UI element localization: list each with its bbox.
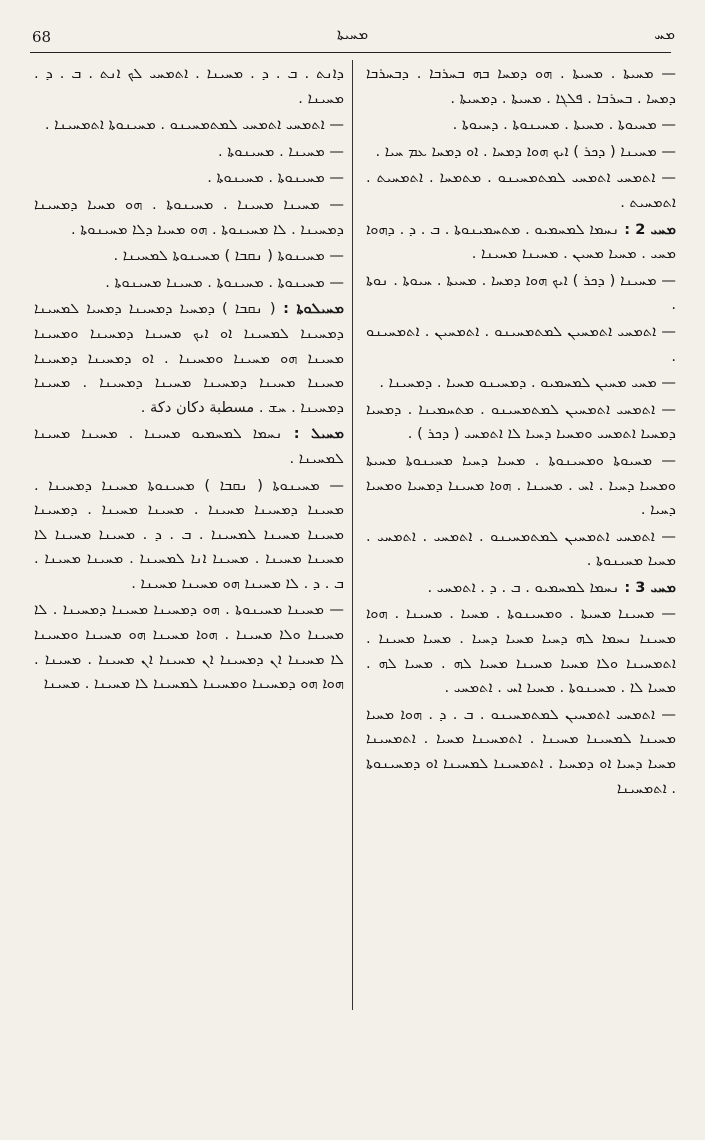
dictionary-entry (34, 297, 344, 420)
entry-text: — ܡܚܝܢܐ . ܡܚܝܢܘܬܐ . (218, 142, 344, 160)
running-title: ܡܚܝܬܐ (336, 25, 369, 43)
dictionary-subentry (366, 113, 676, 138)
entry-text: — ܡܚܝܘܬܐ ܘܡܚܝܢܘܬܐ . ܡܚܝܐ ܕܚܝܐ ܡܚܝܢܘܬܐ ܡܚܝܬܐ ܘܡܚܝܐ ܕܚܝܐ . ܐܚ . ܡܚܝܢܐ . ܗܘܐ ܡܚܝܢܐ ܕܡܚܝܐ ܘܡܚܝܐ ܕܚܝܐ . (366, 451, 676, 519)
dictionary-subentry (34, 244, 344, 269)
entry-text: ( ܢܩܒܐ ) ܕܡܚܝܐ ܕܡܚܝܢܐ ܕܡܚܝܐ ܠܡܚܝܢܐ ܕܡܚܝܢܐ ܠܡܚܝܢܐ ܐܘ ܐܝܟ ܡܚܝܢܐ ܕܡܚܝܢܐ ܘܡܚܝܢܐ ܡܚܝܢܐ ܗܘ ܡܚܝܢܐ ܘܡܚܝܢܐ . ܐܘ ܕܡܚܝܢܐ ܕܡܚܝܢܐ ܡܚܝܢܐ ܡܚܝܢܐ ܕܡܚܝܢܐ ܡܚܝܢܐ ܕܡܚܝܢܐ . ܡܚܝܢܐ ܕܡܚܝܢܐ . ܚܫ . مسطبة دكان دكة . (34, 300, 344, 416)
entry-text: ܢܚܡܐ ܠܡܚܡܝܘ . ܒ . ܕ . ܐܬܡܚܝ . (427, 578, 620, 596)
dictionary-subentry (34, 166, 344, 191)
entry-text: — ܐܬܡܚܝ ܐܬܡܚܝܢ ܠܡܬܡܚܝܢܘ . ܒ . ܕ . ܗܘܐ ܡܚܝܐ ܡܚܝܢܐ ܠܡܚܝܢܐ ܡܚܝܢܐ . ܐܬܡܚܝܢܐ ܡܚܝܐ . ܐܬܡܚܝܢܐ ܡܚܝܐ ܕܚܝܐ ܐܘ ܕܡܚܝܐ . ܐܬܡܚܝܢܐ ܠܡܚܝܢܐ ܐܘ ܕܡܚܝܢܘܬܐ . ܐܬܡܚܝܢܐ (366, 705, 676, 797)
entry-text: — ܡܚܝܬܐ . ܡܚܝܬܐ . ܗܘ ܕܡܚܐ ܒܗ ܒܚܪܒܐ . ܕܒܚܪܒܐ ܕܡܚܐ . ܒܚܪܒܐ . ܦܠܓܐ . ܡܚܝܬܐ . ܕܡܚܝܬܐ . (366, 65, 676, 107)
entry-text: — ܐܬܡܚܝ ܐܬܡܚܝܢ ܠܡܬܡܚܝܢܘ . ܐܬܡܚܝܢ . ܐܬܡܚܝܢܘ . (366, 322, 676, 365)
page-number: 68 (32, 28, 52, 46)
dictionary-subentry (366, 602, 676, 700)
dictionary-subentry (34, 113, 344, 138)
entry-text: — ܡܚܝܢܐ ( ܕܟܪ ) ܐܝܟ ܗܘܐ ܕܡܚܐ . ܡܚܝܬܐ . ܚܝܘܬܐ . ܢܘܬܐ . (366, 271, 676, 314)
dictionary-subentry (34, 598, 344, 696)
dictionary-subentry (366, 269, 676, 318)
dictionary-subentry (366, 166, 676, 215)
dictionary-subentry (366, 140, 676, 165)
dictionary-subentry (366, 371, 676, 396)
entry-text: — ܡܚܝܘܬܐ . ܡܚܝܬܐ . ܡܚܝܢܘܬܐ . ܕܚܝܘܬܐ . (452, 116, 676, 134)
dictionary-subentry (366, 703, 676, 801)
entry-headword: ܡܚܝܠ : (282, 425, 344, 443)
entry-text: — ܡܚܝܢܐ ܡܚܝܢܐ . ܡܚܝܢܘܬܐ . ܗܘ ܡܚܝܐ ܕܡܚܝܢܐ ܕܡܚܝܢܐ . ܠܐ ܡܚܝܢܘܬܐ . ܗܘ ܡܚܝܐ ܕܠܐ ܡܚܝܢܘܬܐ . (34, 195, 344, 238)
entry-text: — ܡܚܝܢܐ ܡܚܝܬܐ . ܘܡܚܝܢܘܬܐ . ܡܚܝܐ . ܡܚܝܢܐ . ܗܘܐ ܡܚܝܢܐ ܢܚܡܐ ܠܗ ܕܚܝܐ ܡܚܝܐ ܕܚܝܐ . ܡܚܝܐ ܡܚܝܢܐ . ܐܬܡܚܝܢܐ ܘܠܐ ܡܚܝܐ ܡܚܝܢܐ ܡܚܝܐ ܠܗ . ܡܚܝܐ ܠܗ . ܡܚܝܐ ܠܐ . ܡܚܝܢܘܬܐ . ܡܚܝܐ ܐܚ . ܐܬܡܚܝ . (366, 605, 676, 697)
dictionary-entry (34, 422, 344, 471)
entry-text: ܢܚܡܐ ܠܡܚܡܝܘ . ܡܬܚܡܝܢܘܬܐ . ܒ . ܕ . ܕܗܘܐ ܡܚܝ . ܡܚܝܐ ܡܚܝܢ . ܡܚܝܢܐ ܡܚܝܢܐ . (366, 220, 676, 263)
left-column (34, 62, 344, 1022)
entry-text: — ܡܚܝܢܘܬܐ ( ܢܩܒܐ ) ܡܚܝܢܘܬܐ ܠܡܚܝܢܐ . (113, 247, 344, 265)
dictionary-subentry (366, 62, 676, 111)
entry-headword: ܡܚܝܠܘܬܐ : (275, 300, 344, 318)
entry-text: — ܡܚܝ ܡܚܝܢ ܠܡܚܡܝܘ . ܕܡܚܝܢܘ ܡܚܝܐ . ܕܡܚܝܢܐ . (379, 374, 676, 392)
page-header (30, 22, 675, 50)
entry-headword: ܡܚܝ 2 : (619, 220, 676, 238)
dictionary-subentry (366, 320, 676, 369)
dictionary-subentry (34, 140, 344, 165)
right-column (366, 62, 676, 1022)
entry-text: — ܡܚܝܢܐ ܡܚܝܢܘܬܐ . ܗܘ ܕܡܚܝܢܐ ܡܚܝܢܐ ܕܡܚܝܢܐ . ܠܐ ܡܚܝܢܐ ܘܠܐ ܡܚܝܢܐ . ܗܘܐ ܡܚܝܢܐ ܗܘ ܡܚܝܢܐ ܘܡܚܝܢܐ ܠܐ ܡܚܝܢܐ ܐܢ ܕܡܚܝܢܐ ܐܢ ܡܚܝܢܐ ܐܢ ܡܚܝܢܐ . ܡܚܝܢܐ . ܗܘܐ ܗܘ ܕܡܚܝܢܐ ܘܡܚܝܢܐ ܠܡܚܝܢܐ ܠܐ ܡܚܝܢܐ . ܡܚܝܢܐ (34, 601, 344, 693)
dictionary-entry (366, 218, 676, 267)
dictionary-subentry (366, 449, 676, 523)
entry-text: ܕܐܢܬ . ܒ . ܕ . ܡܚܝܢܐ . ܐܬܡܚܝ ܠܟ ܐܢܬ . ܒ . ܕ . ܡܚܝܢܐ . (34, 65, 344, 107)
entry-text: — ܐܬܡܚܝ ܐܬܡܚܝ ܠܡܬܡܚܝܢܘ . ܡܚܝܢܘܬܐ ܐܬܡܚܝܢܐ . (44, 116, 344, 134)
header-rule (30, 52, 671, 53)
entry-text: — ܡܚܝܢܐ ( ܕܟܪ ) ܐܝܟ ܗܘܐ ܕܡܚܐ . ܐܘ ܕܡܚܐ ܥܡ ܚܝܐ . (375, 142, 676, 160)
entry-text: — ܐܬܡܚܝ ܐܬܡܚܝܢ ܠܡܬܡܚܝܢܘ . ܐܬܡܚܝ . ܐܬܡܚܝ . ܡܚܝܐ ܡܚܝܢܘܬܐ . (366, 527, 676, 570)
dictionary-subentry (366, 398, 676, 447)
entry-headword: ܡܚܝ 3 : (619, 578, 676, 596)
column-divider (352, 60, 353, 1010)
dictionary-subentry (34, 474, 344, 597)
dictionary-entry (366, 576, 676, 601)
entry-text: — ܐܬܡܚܝ ܐܬܡܚܝ ܠܡܬܡܚܝܢܘ . ܡܬܡܚܐ . ܐܬܡܚܝܬ . ܐܬܡܚܝܬ . (366, 169, 676, 211)
dictionary-subentry (366, 525, 676, 574)
dictionary-subentry (34, 62, 344, 111)
entry-text: — ܡܚܝܢܘܬܐ ( ܢܩܒܐ ) ܡܚܝܢܘܬܐ ܡܚܝܢܐ ܕܡܚܝܢܐ . ܡܚܝܢܐ ܕܡܚܝܢܐ ܡܚܝܢܐ . ܡܚܝܢܐ ܡܚܝܢܐ . ܕܡܚܝܢܐ ܡܚܝܢܐ ܡܚܝܢܐ ܠܡܚܝܢܐ . ܒ . ܕ . ܡܚܝܢܐ ܡܚܝܢܐ ܠܐ ܡܚܝܢܐ ܡܚܝܢܐ . ܡܚܝܢܐ ܐܢܐ ܠܡܚܝܢܐ . ܡܚܝܢܐ ܡܚܝܢܐ . ܒ . ܕ . ܠܐ ܡܚܝܢܐ ܗܘ ܡܚܝܢܐ ܡܚܝܢܐ . (34, 476, 344, 592)
dictionary-subentry (34, 271, 344, 296)
column-letter: ܡܚ (654, 25, 675, 43)
entry-text: — ܡܚܝܢܘܬܐ . ܡܚܝܢܘܬܐ . (207, 169, 344, 187)
entry-text: — ܐܬܡܚܝ ܐܬܡܚܝܢ ܠܡܬܡܚܝܢܘ . ܡܬܚܡܝܢܐ . ܕܡܚܝܐ ܕܡܚܝܐ ܐܬܡܚܝ ܘܡܚܝܐ ܕܚܝܐ ܠܐ ܐܬܡܚܝ ( ܕܟܪ ) . (366, 400, 676, 443)
entry-text: — ܡܚܝܢܘܬܐ . ܡܚܝܢܘܬܐ . ܡܚܝܢܐ ܡܚܝܢܘܬܐ . (105, 273, 344, 291)
dictionary-subentry (34, 193, 344, 242)
entry-text: ܢܚܡܐ ܠܡܚܡܝܘ ܡܚܝܢܐ . ܡܚܝܢܐ ܡܚܝܢܐ ܠܡܚܝܢܐ . (34, 425, 344, 467)
